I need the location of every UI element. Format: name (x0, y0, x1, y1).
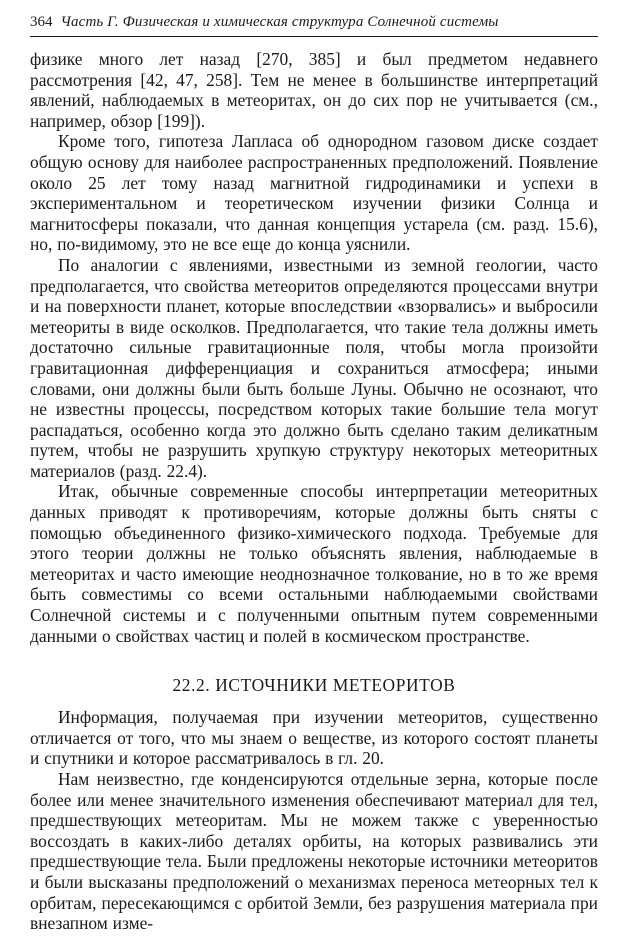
paragraph: Нам неизвестно, где конденсируются отдельные зерна, которые после более или менее значительного изменения обеспечивают материал для тел, предшествующих метеоритам. Мы не можем также с уверенностью воссоздать в каких-либо деталях орбиты, на которых развивались эти предшествующие тела. Были предложены некоторые источники метеоритов и были высказаны предположений о механизмах переноса метеорных тел к орбитам, пересекающимся с орбитой Земли, без разрушения материала при внезапном изме- (30, 769, 598, 934)
page-number: 364 (30, 14, 53, 30)
body-text (30, 49, 598, 934)
paragraph: Итак, обычные современные способы интерпретации метеоритных данных приводят к противоречиям, которые должны быть сняты с помощью объединенного физико-химического подхода. Требуемые для этого теории должны не только объяснять явления, наблюдаемые в метеоритах и часто имеющие неоднозначное толкование, но в то же время быть совместимы со всеми остальными наблюдаемыми свойствами Солнечной системы и с полученными опытным путем современными данными о свойствах частиц и полей в космическом пространстве. (30, 481, 598, 646)
running-header (30, 14, 598, 37)
paragraph: Кроме того, гипотеза Лапласа об однородном газовом диске создает общую основу для наиболее распространенных предположений. Появление около 25 лет тому назад магнитной гидродинамики и успехи в экспериментальном и теоретическом изучении физики Солнца и магнитосферы показали, что данная концепция устарела (см. разд. 15.6), но, по-видимому, это не все еще до конца уяснили. (30, 131, 598, 255)
book-page (30, 14, 598, 934)
paragraph: физике много лет назад [270, 385] и был предметом недавнего рассмотрения [42, 47, 258]. Тем не менее в большинстве интерпретаций явлений, наблюдаемых в метеоритах, он до сих пор не учитывается (см., например, обзор [199]). (30, 49, 598, 131)
paragraph: По аналогии с явлениями, известными из земной геологии, часто предполагается, что свойства метеоритов определяются процессами внутри и на поверхности планет, которые впоследствии «взорвались» и выбросили метеориты в виде осколков. Предполагается, что такие тела должны иметь достаточно сильные гравитационные поля, чтобы могла произойти гравитационная дифференциация и сохраниться атмосфера; иными словами, они должны были быть больше Луны. Обычно не осознают, что не известны процессы, посредством которых такие большие тела могут распадаться, особенно когда это должно быть сделано таким деликатным путем, чтобы не разрушить хрупкую структуру некоторых метеоритных материалов (разд. 22.4). (30, 254, 598, 481)
section-heading: 22.2. ИСТОЧНИКИ МЕТЕОРИТОВ (172, 675, 456, 696)
paragraph: Информация, получаемая при изучении метеоритов, существенно отличается от того, что мы знаем о веществе, из которого состоят планеты и спутники и которое рассматривалось в гл. 20. (30, 707, 598, 769)
running-title: Часть Г. Физическая и химическая структура Солнечной системы (60, 14, 499, 30)
